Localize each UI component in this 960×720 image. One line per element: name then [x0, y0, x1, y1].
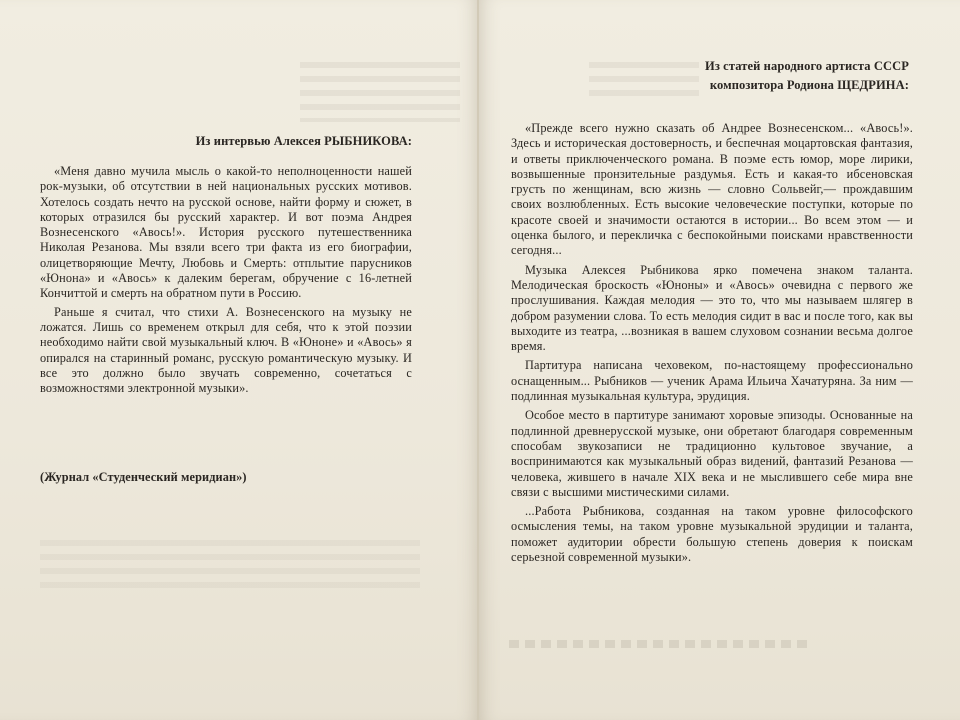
right-paragraph: Музыка Алексея Рыбникова ярко помечена знаком таланта. Мелодическая броскость «Юноны» и «Авось» очевидна с первого же прослушивания. Каждая мелодия — это то, что мы называем шлягер в добром разумении слова. То есть мелодия сидит в вас и после того, как вы выходите из театра, ...возникая в вашем слуховом сознании весьма долгое время.: [511, 262, 913, 354]
right-paragraph: ...Работа Рыбникова, созданная на таком уровне философского осмысления темы, на таком уровне музыкальной эрудиции и таланта, поможет аудитории обрести большую степень доверия к поискам серьезной современной музыки».: [511, 504, 913, 565]
bleed-through-texture: [300, 62, 460, 122]
source-citation: (Журнал «Студенческий меридиан»): [40, 470, 247, 484]
left-paragraph: Раньше я считал, что стихи А. Вознесенского на музыку не ложатся. Лишь со временем открыл для себя, что к этой поэзии необходимо найти свой музыкальный ключ. В «Юноне» и «Авось» я опирался на старинный романс, русскую романтическую музыку. И все это должно было звучать современно, сочетаться с возможностями электронной музыки».: [40, 304, 412, 396]
right-paragraph: Партитура написана чеховеком, по-настоящему профессионально оснащенным... Рыбников — ученик Арама Ильича Хачатуряна. За ним — подлинная музыкальная культура, эрудиция.: [511, 358, 913, 404]
right-heading-line: Из статей народного артиста СССР: [705, 59, 909, 73]
left-heading: Из интервью Алексея РЫБНИКОВА:: [195, 134, 412, 148]
right-page: [479, 0, 960, 720]
right-heading-line: композитора Родиона ЩЕДРИНА:: [709, 78, 909, 92]
left-page: [0, 0, 479, 720]
left-paragraph: «Меня давно мучила мысль о какой-то неполноценности нашей рок-музыки, об отсутствии в ней национальных русских мотивов. Хотелось создать нечто на русской основе, найти форму и сюжет, в которых отразился бы русский характер. И вот поэма Андрея Вознесенского «Авось!». История русского путешественника Николая Резанова. Мы взяли всего три факта из его биографии, олицетворяющие Мечту, Любовь и Смерть: отплытие парусников «Юнона» и «Авось» к далеким берегам, обручение с 16-летней Кончиттой и смерть на обратном пути в Россию.: [40, 164, 412, 301]
right-paragraph: Особое место в партитуре занимают хоровые эпизоды. Основанные на подлинной древнерусской музыке, они обретают благодаря современным способам звукозаписи не традиционно культовое звучание, а воспринимаются как музыкальный образ видений, фантазий Резанова — человека, жившего в начале XIX века и не мыслившего себе мира вне связи с высшими мистическими силами.: [511, 408, 913, 499]
right-heading: [599, 57, 909, 95]
right-paragraph: «Прежде всего нужно сказать об Андрее Вознесенском... «Авось!». Здесь и историческая достоверность, и беспечная моцартовская фантазия, и ответы приключенческого романа. В поэме есть юмор, море лирики, возвышенные пронзительные раздумья. Есть и какая-то ибсеновская грусть по женщинам, всю жизнь — словно Сольвейг,— прождавшим своих возлюбленных. Есть высокие человеческие поступки, которые по красоте своей и значимости остаются в истории... Во всем этом — и оценка былого, и перекличка с беспокойными поисками нравственности сегодня...: [511, 121, 913, 258]
right-body: [511, 121, 913, 569]
printer-imprint-mark: [509, 640, 809, 648]
left-body: [40, 164, 412, 399]
bleed-through-texture: [40, 540, 420, 590]
